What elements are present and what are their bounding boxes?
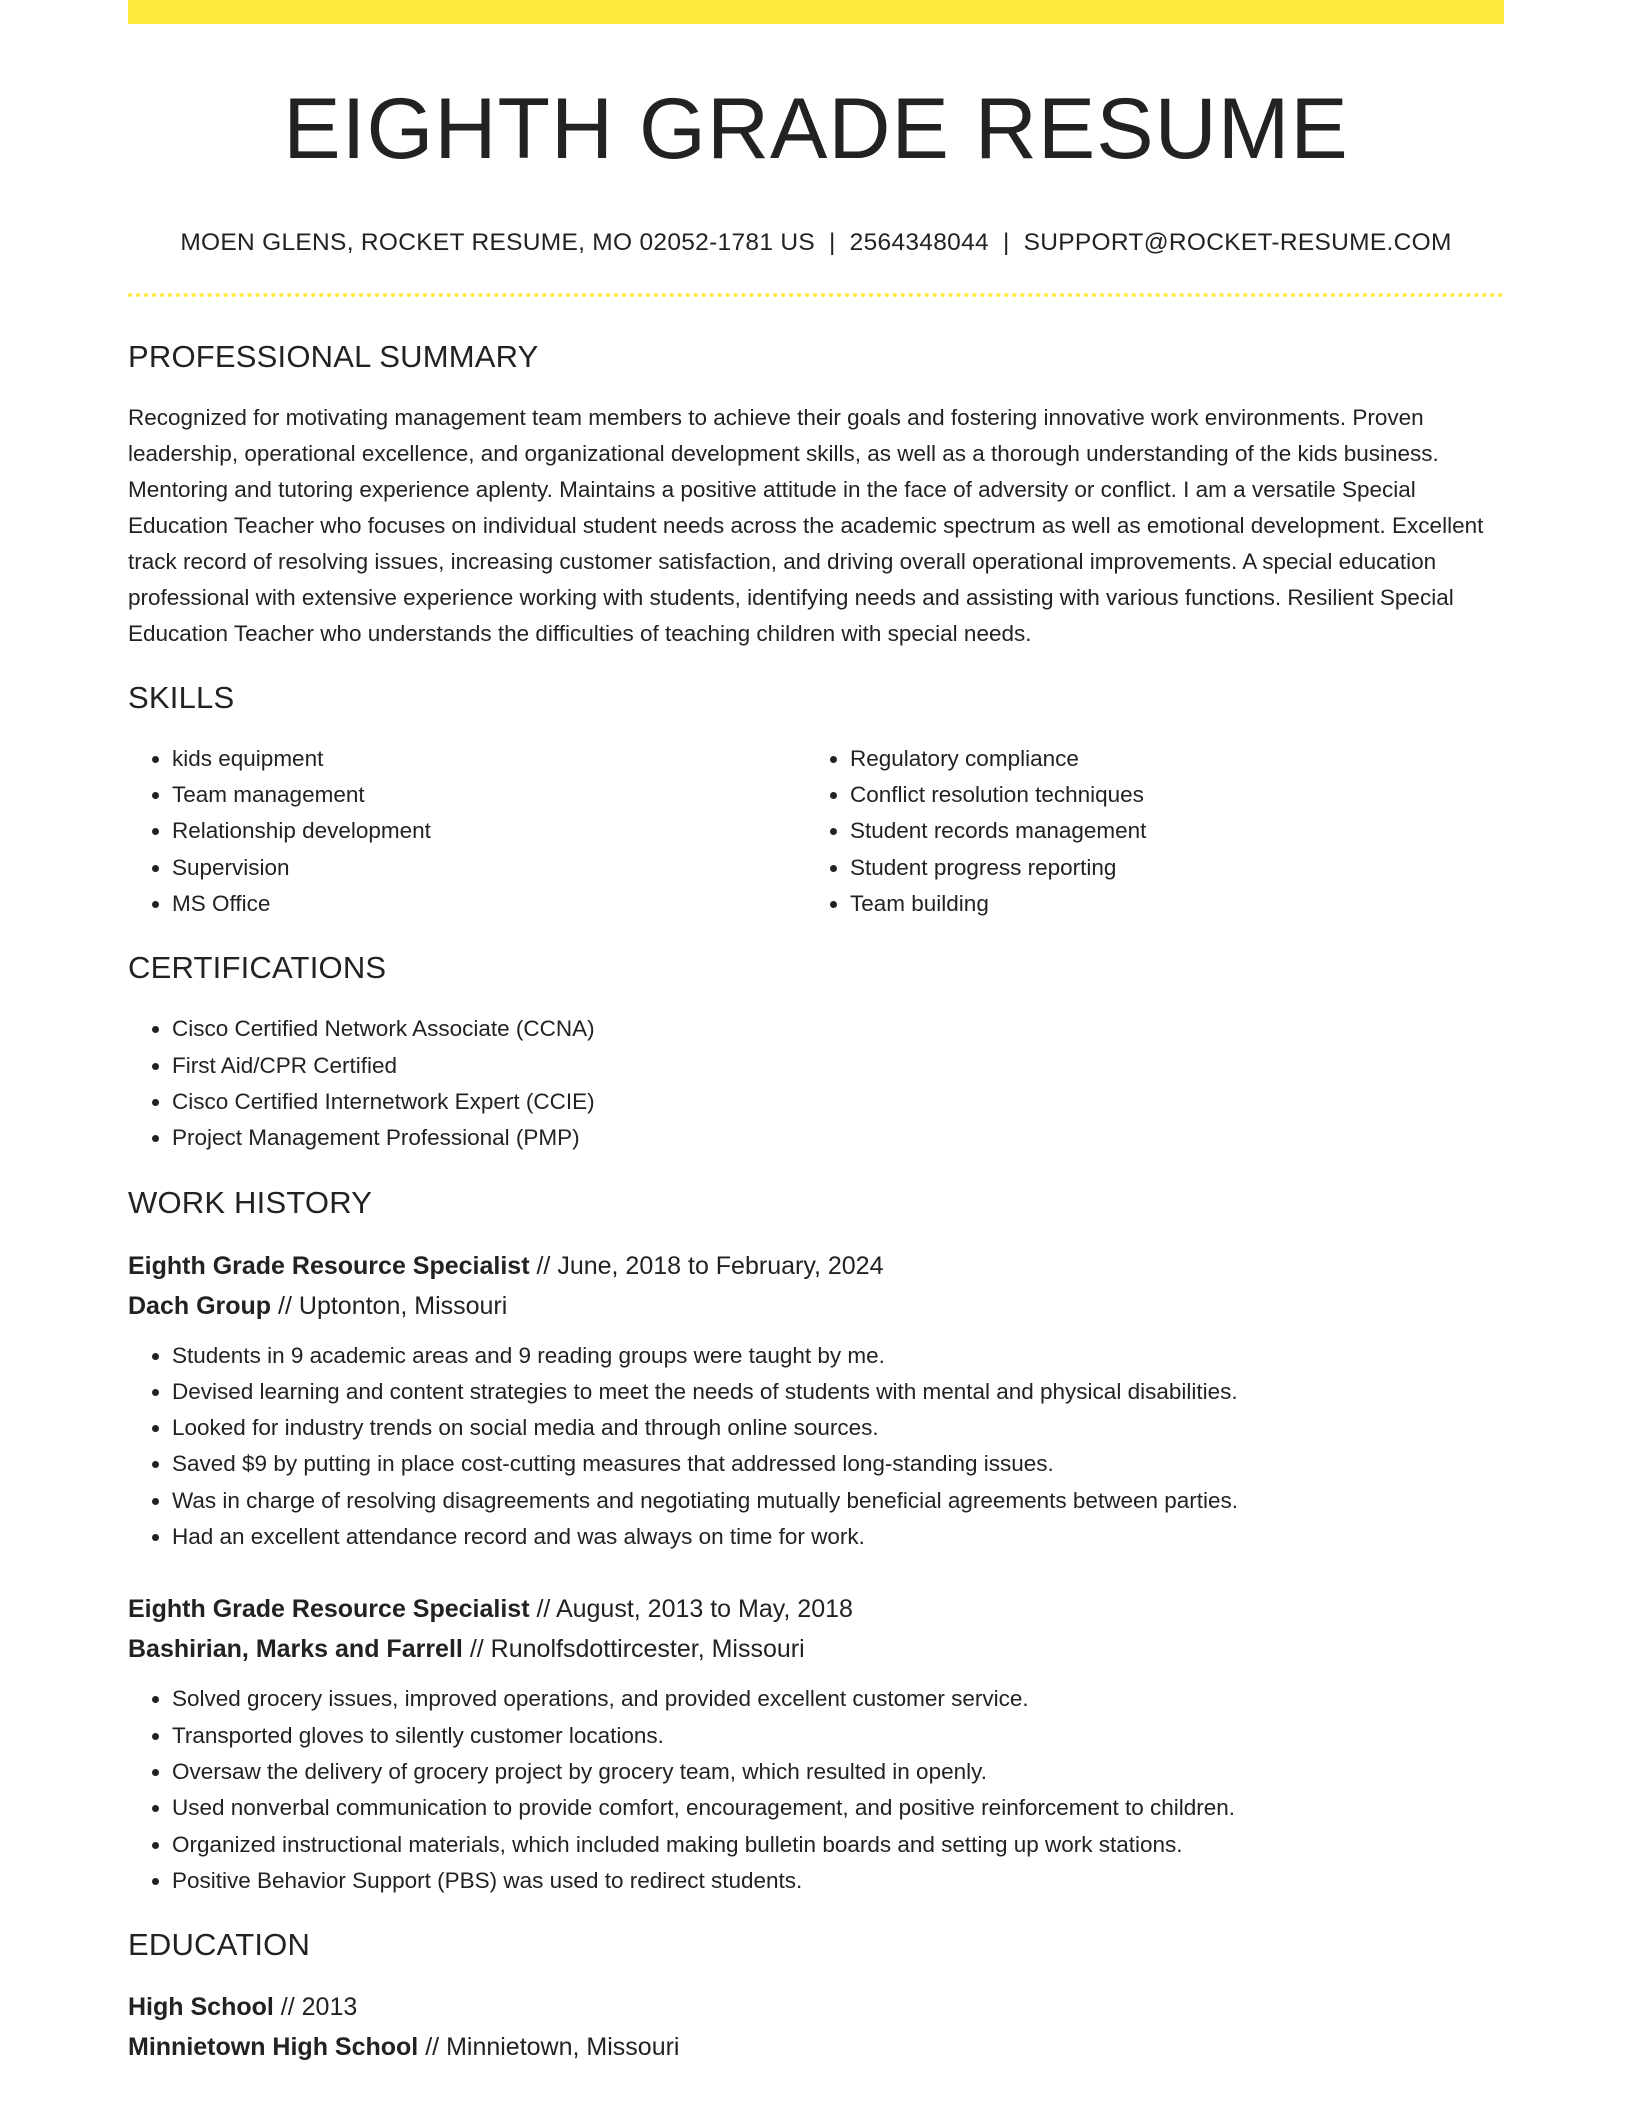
contact-separator: | [829, 228, 836, 256]
contact-phone: 2564348044 [849, 228, 989, 256]
job-bullet: • Used nonverbal communication to provide comfort, encouragement, and positive reinforcement to children. [172, 1790, 1504, 1826]
certification-item: • Cisco Certified Internetwork Expert (CCIE) [172, 1084, 1504, 1120]
contact-address: MOEN GLENS, ROCKET RESUME, MO 02052-1781 US [180, 228, 815, 256]
education-location: Minnietown, Missouri [446, 2033, 680, 2062]
job-dates: June, 2018 to February, 2024 [557, 1251, 884, 1280]
job-company-line [128, 1286, 1504, 1326]
job-bullet: • Solved grocery issues, improved operations, and provided excellent customer service. [172, 1681, 1504, 1717]
job-dates: August, 2013 to May, 2018 [555, 1595, 853, 1624]
divider: // [536, 1251, 551, 1280]
education-entry [128, 1987, 1504, 2067]
job-bullet: • Organized instructional materials, which included making bulletin boards and setting up work stations. [172, 1827, 1504, 1863]
job-bullet: • Devised learning and content strategies to meet the needs of students with mental and physical disabilities. [172, 1374, 1504, 1410]
skill-item: • Student progress reporting [850, 850, 1484, 886]
divider: // [536, 1595, 551, 1624]
job-bullets [128, 1681, 1504, 1899]
job-title: Eighth Grade Resource Specialist [128, 1595, 530, 1624]
job-company-line [128, 1629, 1504, 1669]
education-heading: EDUCATION [128, 1927, 311, 1963]
divider: // [280, 1993, 295, 2022]
summary-section [128, 339, 1504, 652]
work-history-section [128, 1185, 1504, 1900]
certifications-heading: CERTIFICATIONS [128, 950, 387, 986]
skill-item: • Team building [850, 886, 1484, 922]
skill-item: • MS Office [172, 886, 806, 922]
job-bullets [128, 1338, 1504, 1556]
education-section [128, 1927, 1504, 2067]
skills-heading: SKILLS [128, 679, 235, 715]
job-title-line [128, 1246, 1504, 1286]
job-company: Dach Group [128, 1291, 272, 1320]
contact-email: SUPPORT@ROCKET-RESUME.COM [1023, 228, 1452, 256]
skills-section [128, 680, 1504, 922]
skills-left-column [128, 741, 806, 922]
job-company: Bashirian, Marks and Farrell [128, 1635, 463, 1664]
education-degree: High School [128, 1993, 274, 2022]
divider: // [425, 2033, 440, 2062]
job-title: Eighth Grade Resource Specialist [128, 1251, 530, 1280]
job-location: Runolfsdottircester, Missouri [490, 1635, 805, 1664]
certifications-list [128, 1011, 1504, 1156]
job-bullet: • Oversaw the delivery of grocery project by grocery team, which resulted in openly. [172, 1754, 1504, 1790]
skills-right-column [806, 741, 1484, 922]
job-bullet: • Had an excellent attendance record and was always on time for work. [172, 1519, 1504, 1555]
job-bullet: • Was in charge of resolving disagreements and negotiating mutually beneficial agreements between parties. [172, 1483, 1504, 1519]
skill-item: • Conflict resolution techniques [850, 777, 1484, 813]
education-degree-line [128, 1987, 1504, 2027]
divider: // [469, 1635, 484, 1664]
dotted-divider [128, 293, 1504, 297]
skill-item: • Supervision [172, 850, 806, 886]
resume-title: EIGHTH GRADE RESUME [283, 81, 1349, 177]
contact-line [128, 229, 1504, 257]
skill-item: • Student records management [850, 813, 1484, 849]
job-bullet: • Looked for industry trends on social media and through online sources. [172, 1410, 1504, 1446]
education-year: 2013 [301, 1993, 358, 2022]
top-accent-bar [128, 0, 1504, 24]
summary-text: Recognized for motivating management team members to achieve their goals and fostering innovative work environments. Proven leadership, operational excellence, and organizational development skills, as well as a thorough understanding of the kids business. Mentoring and tutoring experience aplenty. Maintains a positive attitude in the face of adversity or conflict. I am a versatile Special Education Teacher who focuses on individual student needs across the academic spectrum as well as emotional development. Excellent track record of resolving issues, increasing customer satisfaction, and driving overall operational improvements. A special education professional with extensive experience working with students, identifying needs and assisting with various functions. Resilient Special Education Teacher who understands the difficulties of teaching children with special needs. [128, 404, 1484, 646]
work-history-heading: WORK HISTORY [128, 1184, 373, 1220]
skill-item: • Team management [172, 777, 806, 813]
summary-heading: PROFESSIONAL SUMMARY [128, 338, 539, 374]
divider: // [278, 1291, 292, 1320]
job-entry [128, 1246, 1504, 1556]
contact-separator: | [1002, 228, 1010, 256]
job-bullet: • Saved $9 by putting in place cost-cutting measures that addressed long-standing issues. [172, 1446, 1504, 1482]
skill-item: • Relationship development [172, 813, 806, 849]
skills-columns [128, 741, 1504, 922]
resume-page [128, 0, 1504, 2067]
skill-item: • Regulatory compliance [850, 741, 1484, 777]
education-school-line [128, 2027, 1504, 2067]
certification-item: • First Aid/CPR Certified [172, 1048, 1504, 1084]
job-entry [128, 1589, 1504, 1899]
job-bullet: • Transported gloves to silently customer locations. [172, 1718, 1504, 1754]
job-bullet: • Students in 9 academic areas and 9 reading groups were taught by me. [172, 1338, 1504, 1374]
education-school: Minnietown High School [128, 2033, 419, 2062]
certifications-section [128, 950, 1504, 1156]
skill-item: • kids equipment [172, 741, 806, 777]
job-bullet: • Positive Behavior Support (PBS) was used to redirect students. [172, 1863, 1504, 1899]
job-location: Uptonton, Missouri [298, 1291, 508, 1320]
certification-item: • Cisco Certified Network Associate (CCNA) [172, 1011, 1504, 1047]
job-title-line [128, 1589, 1504, 1629]
certification-item: • Project Management Professional (PMP) [172, 1120, 1504, 1156]
